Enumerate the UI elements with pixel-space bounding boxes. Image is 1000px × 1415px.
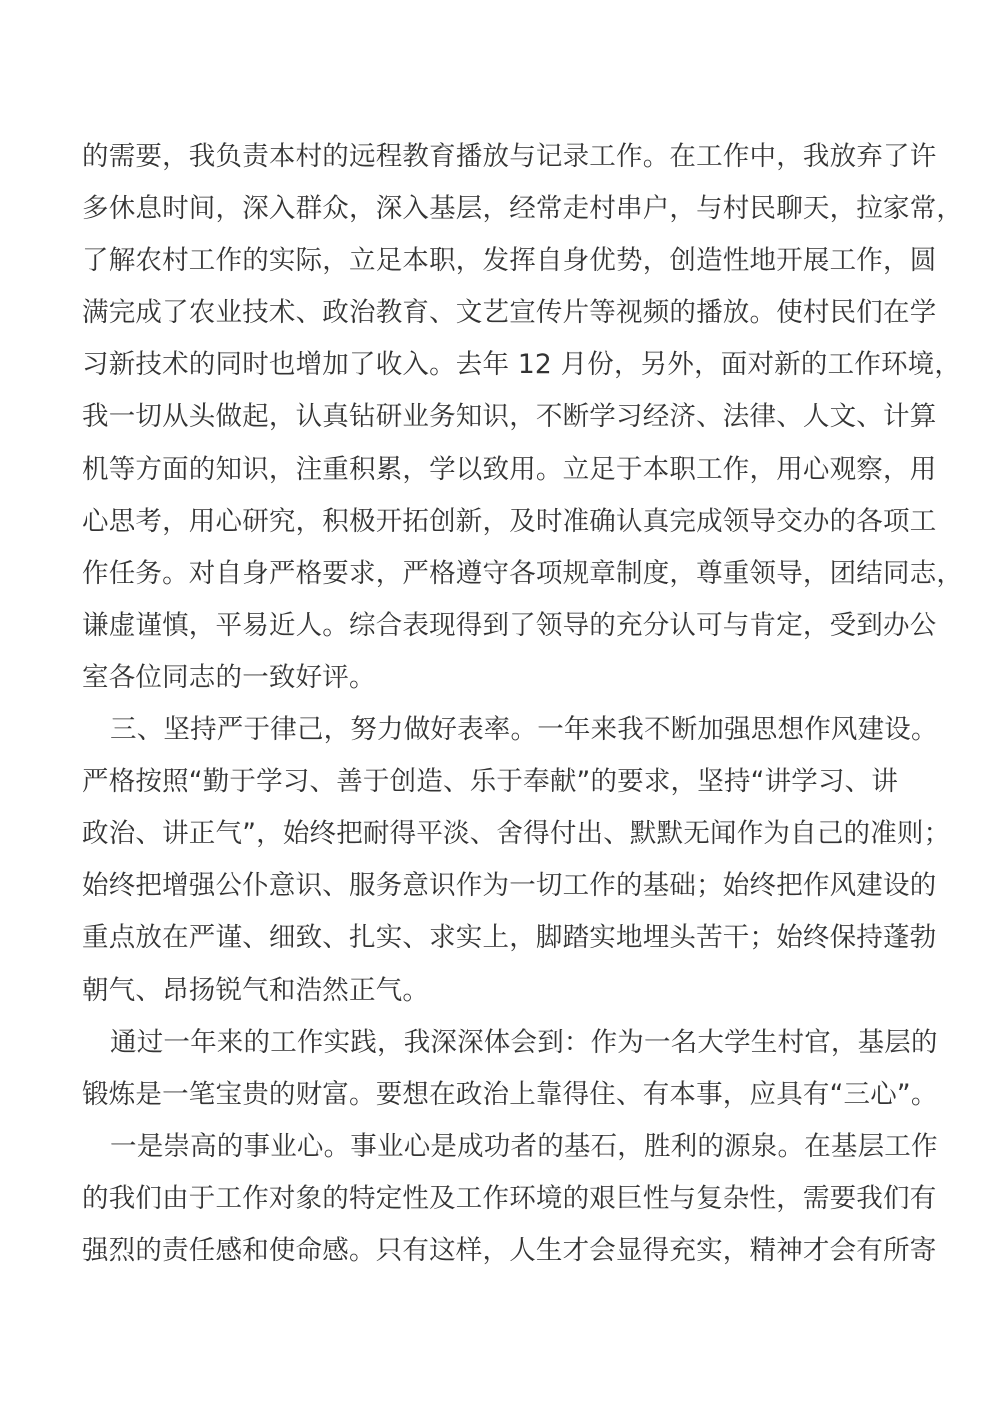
text-line: 政治、讲正气”，始终把耐得平淡、舍得付出、默默无闻作为自己的准则； xyxy=(82,818,951,850)
text-line: 室各位同志的一致好评。 xyxy=(82,661,376,693)
text-line: 习新技术的同时也增加了收入。去年 12 月份，另外，面对新的工作环境， xyxy=(82,349,962,381)
text-line: 锻炼是一笔宝贵的财富。要想在政治上靠得住、有本事，应具有“三心”。 xyxy=(82,1078,938,1110)
text-line: 严格按照“勤于学习、善于创造、乐于奉献”的要求，坚持“讲学习、讲 xyxy=(82,766,899,798)
document-page xyxy=(82,131,964,1277)
text-line: 多休息时间，深入群众，深入基层，经常走村串户，与村民聊天，拉家常， xyxy=(82,193,964,225)
text-line: 心思考，用心研究，积极开拓创新，及时准确认真完成领导交办的各项工 xyxy=(82,505,937,537)
paragraph-experience-summary xyxy=(82,1017,938,1121)
text-line: 我一切从头做起，认真钻研业务知识，不断学习经济、法律、人文、计算 xyxy=(82,401,937,433)
text-line: 重点放在严谨、细致、扎实、求实上，脚踏实地埋头苦干；始终保持蓬勃 xyxy=(82,922,937,954)
text-line: 始终把增强公仆意识、服务意识作为一切工作的基础；始终把作风建设的 xyxy=(82,870,937,902)
paragraph-career-dedication xyxy=(82,1121,938,1277)
text-line: 的我们由于工作对象的特定性及工作环境的艰巨性与复杂性，需要我们有 xyxy=(82,1182,937,1214)
section-heading-line: 三、坚持严于律己，努力做好表率。一年来我不断加强思想作风建设。 xyxy=(110,714,938,746)
text-line: 了解农村工作的实际，立足本职，发挥自身优势，创造性地开展工作，圆 xyxy=(82,245,937,277)
text-line: 机等方面的知识，注重积累，学以致用。立足于本职工作，用心观察，用 xyxy=(82,453,937,485)
text-line: 通过一年来的工作实践，我深深体会到：作为一名大学生村官，基层的 xyxy=(110,1026,938,1058)
paragraph-work-duties xyxy=(82,131,964,704)
text-line: 作任务。对自身严格要求，严格遵守各项规章制度，尊重领导，团结同志， xyxy=(82,557,964,589)
paragraph-self-discipline xyxy=(82,704,951,1017)
text-line: 朝气、昂扬锐气和浩然正气。 xyxy=(82,974,430,1006)
text-line: 的需要，我负责本村的远程教育播放与记录工作。在工作中，我放弃了许 xyxy=(82,141,937,172)
text-line: 强烈的责任感和使命感。只有这样，人生才会显得充实，精神才会有所寄 xyxy=(82,1234,937,1266)
text-line: 谦虚谨慎，平易近人。综合表现得到了领导的充分认可与肯定，受到办公 xyxy=(82,609,937,641)
text-line: 满完成了农业技术、政治教育、文艺宣传片等视频的播放。使村民们在学 xyxy=(82,297,937,329)
text-line: 一是崇高的事业心。事业心是成功者的基石，胜利的源泉。在基层工作 xyxy=(110,1130,938,1162)
